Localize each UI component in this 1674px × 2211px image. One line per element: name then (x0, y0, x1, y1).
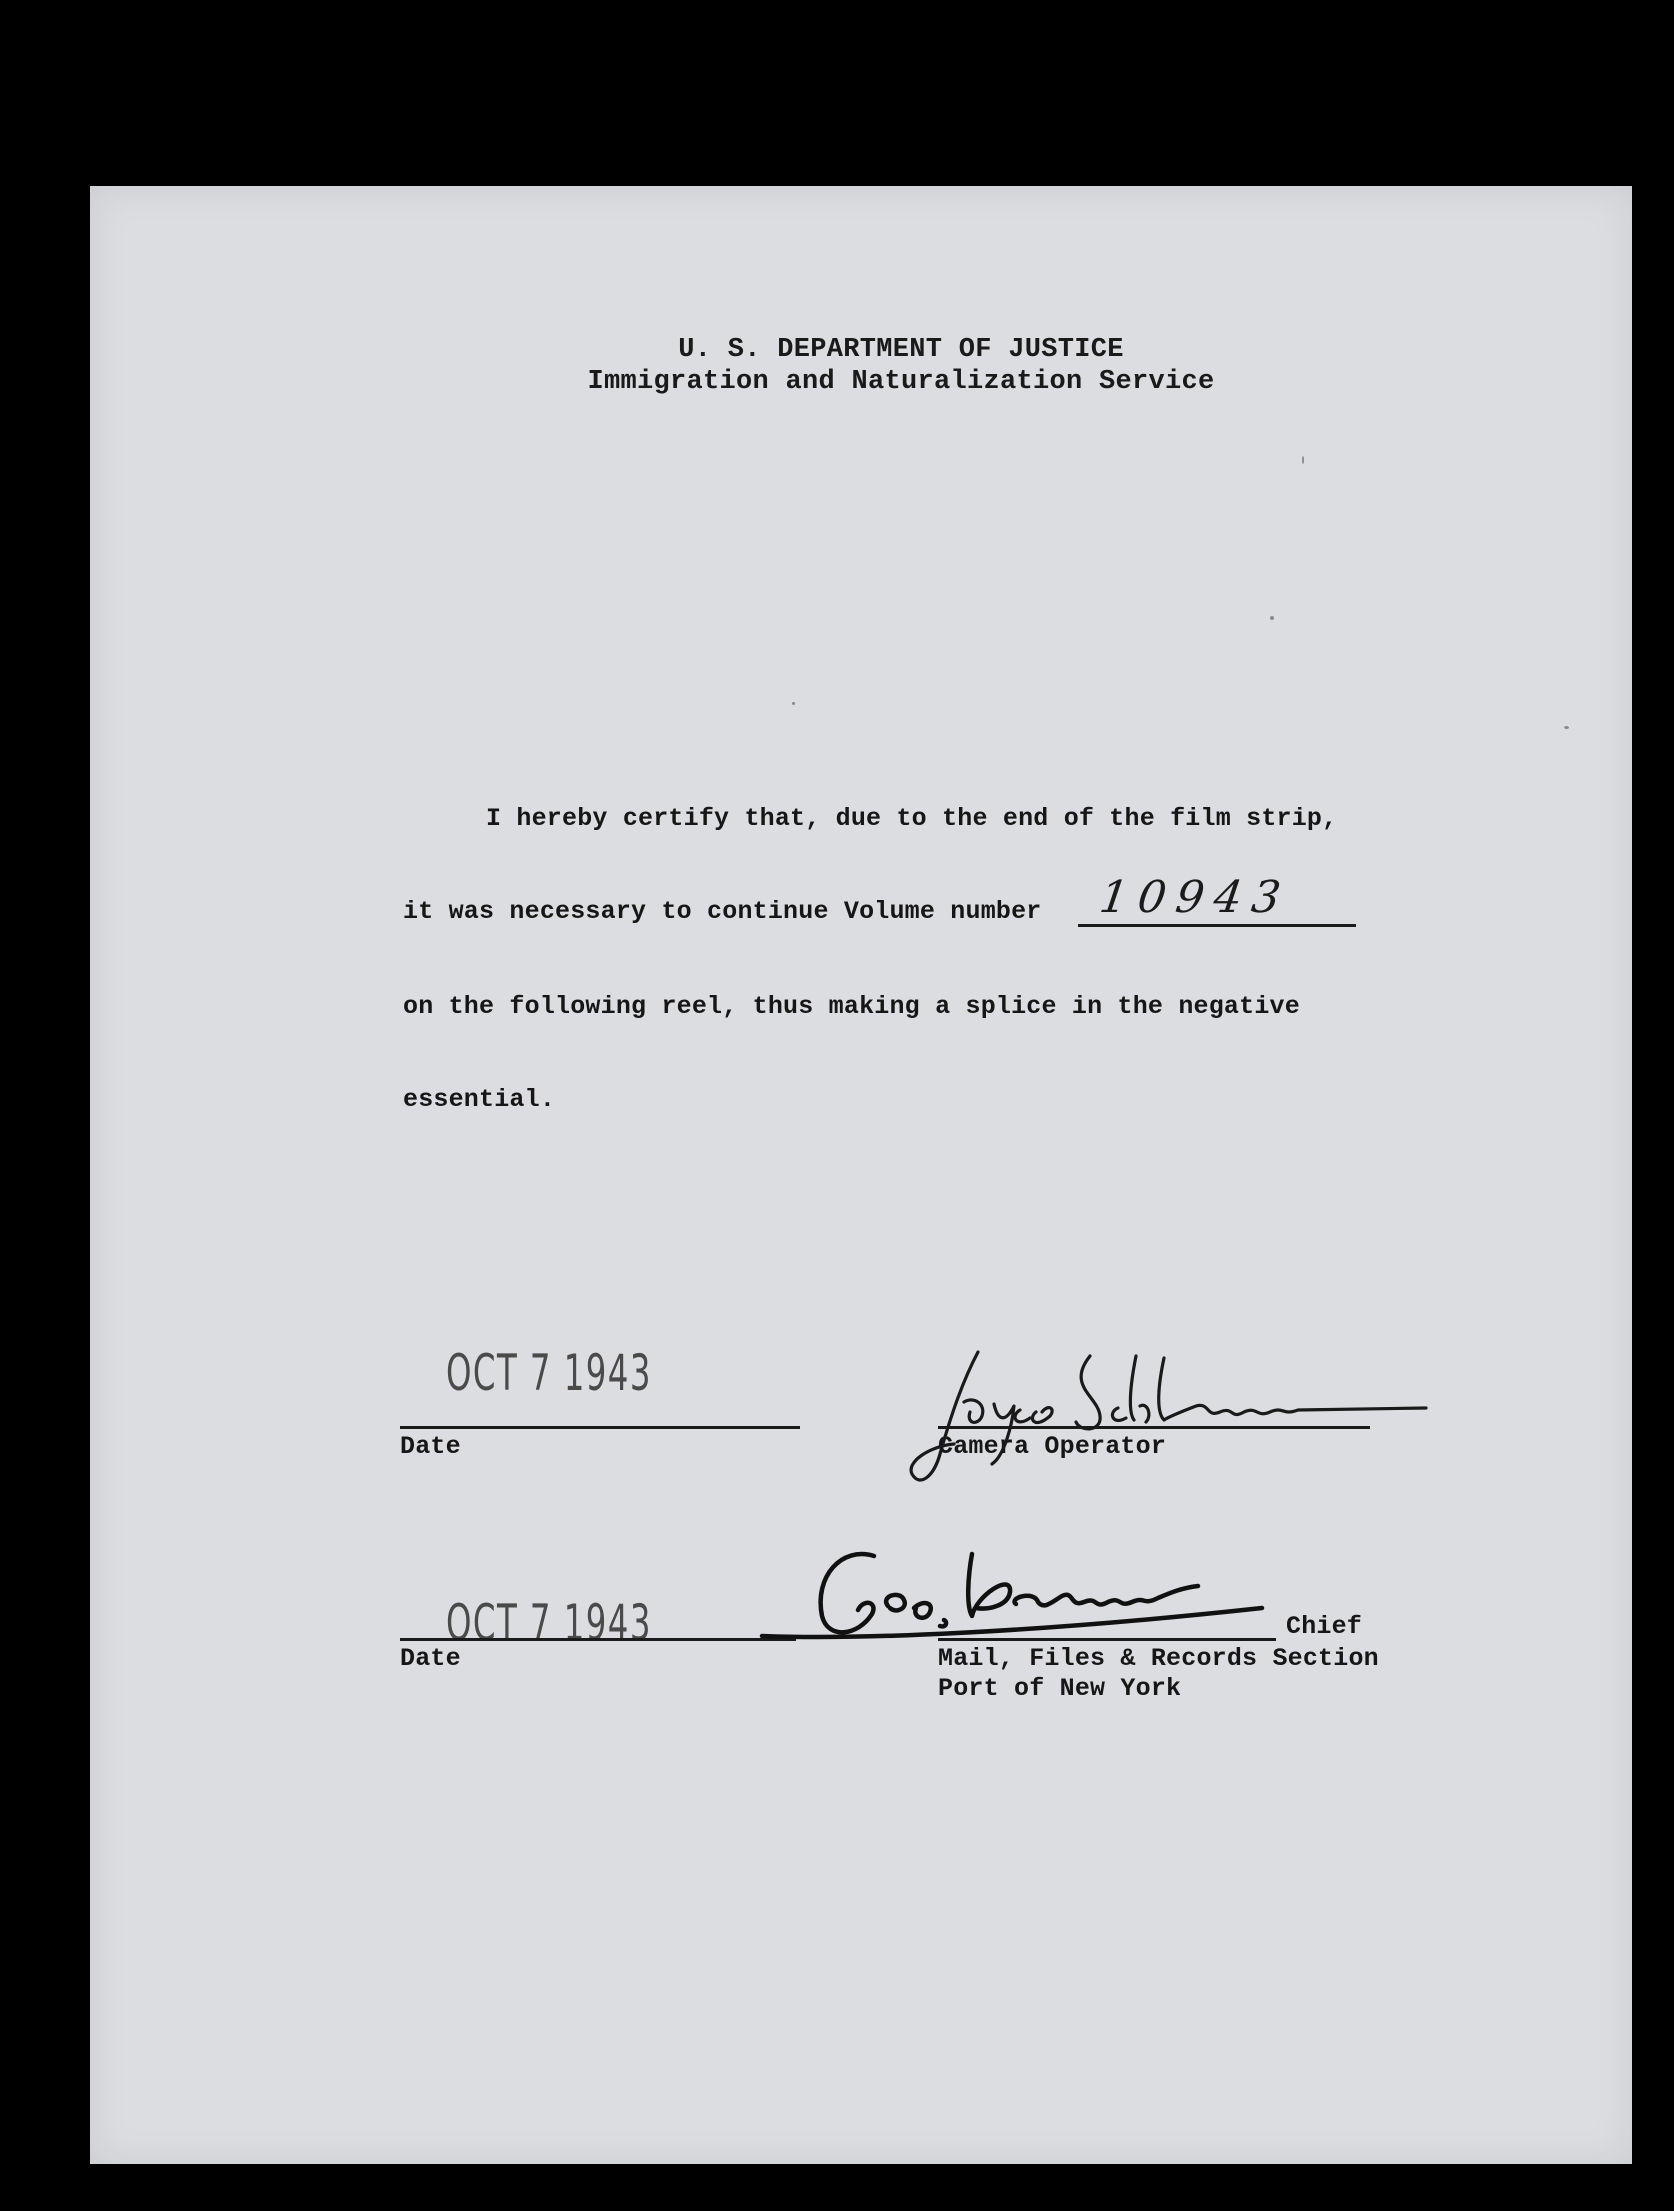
certification-line-3: on the following reel, thus making a splice in the negative (403, 992, 1300, 1021)
certification-line-2: it was necessary to continue Volume number (403, 897, 1042, 926)
dust-speck (1564, 726, 1569, 729)
signature-geo-baumer (762, 1536, 1402, 1666)
volume-number-handwritten: 10943 (1096, 872, 1294, 923)
date-line-1 (400, 1426, 800, 1429)
dust-speck (792, 702, 795, 705)
date-label-1: Date (400, 1432, 461, 1461)
section-title: Mail, Files & Records Section (938, 1644, 1379, 1673)
chief-title: Chief (1286, 1612, 1363, 1641)
certification-line-1: I hereby certify that, due to the end of the film strip, (486, 804, 1338, 833)
dust-speck (1302, 456, 1304, 464)
agency-subtitle: Immigration and Naturalization Service (587, 367, 1215, 397)
date-label-2: Date (400, 1644, 461, 1673)
camera-operator-title: Camera Operator (938, 1432, 1167, 1461)
document-page (90, 186, 1632, 2164)
signature-joyce-schlossman (890, 1346, 1430, 1496)
agency-title: U. S. DEPARTMENT OF JUSTICE (678, 335, 1124, 365)
dust-speck (1270, 616, 1274, 620)
volume-number-line (1078, 924, 1356, 927)
port-title: Port of New York (938, 1674, 1182, 1703)
document-header (90, 334, 1632, 398)
date-stamp-2: OCT 7 1943 (446, 1594, 652, 1652)
date-stamp-1: OCT 7 1943 (446, 1344, 652, 1402)
date-line-2 (400, 1638, 796, 1641)
certification-line-4: essential. (403, 1085, 556, 1114)
